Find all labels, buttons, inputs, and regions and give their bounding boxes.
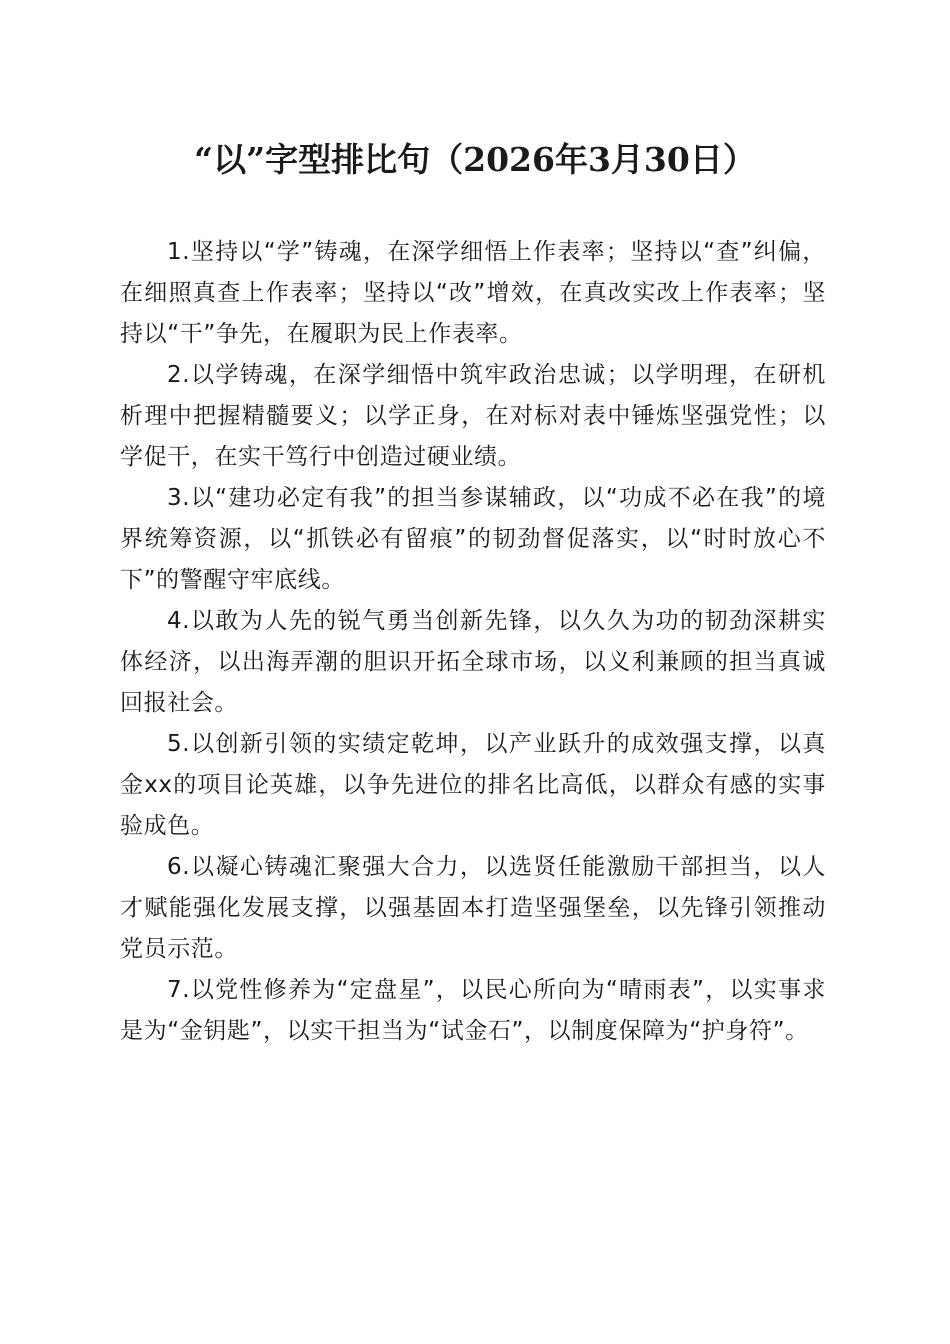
paragraph-4: 4.以敢为人先的锐气勇当创新先锋，以久久为功的韧劲深耕实体经济，以出海弄潮的胆识开拓全球市场，以义利兼顾的担当真诚回报社会。: [120, 608, 826, 716]
document-body: [120, 232, 826, 1052]
paragraph-3: 3.以“建功必定有我”的担当参谋辅政，以“功成不必在我”的境界统筹资源，以“抓铁必有留痕”的韧劲督促落实，以“时时放心不下”的警醒守牢底线。: [120, 485, 826, 593]
paragraph-7: 7.以党性修养为“定盘星”，以民心所向为“晴雨表”，以实事求是为“金钥匙”，以实干担当为“试金石”，以制度保障为“护身符”。: [120, 977, 826, 1044]
paragraph-6: 6.以凝心铸魂汇聚强大合力，以选贤任能激励干部担当，以人才赋能强化发展支撑，以强基固本打造坚强堡垒，以先锋引领推动党员示范。: [120, 854, 826, 962]
paragraph-2: 2.以学铸魂，在深学细悟中筑牢政治忠诚；以学明理，在研机析理中把握精髓要义；以学正身，在对标对表中锤炼坚强党性；以学促干，在实干笃行中创造过硬业绩。: [120, 362, 826, 470]
paragraph-1: 1.坚持以“学”铸魂，在深学细悟上作表率；坚持以“查”纠偏，在细照真查上作表率；坚持以“改”增效，在真改实改上作表率；坚持以“干”争先，在履职为民上作表率。: [120, 239, 826, 347]
paragraph-5: 5.以创新引领的实绩定乾坤，以产业跃升的成效强支撑，以真金xx的项目论英雄，以争先进位的排名比高低，以群众有感的实事验成色。: [120, 731, 826, 839]
document-title: “以”字型排比句（2026年3月30日）: [194, 140, 756, 179]
